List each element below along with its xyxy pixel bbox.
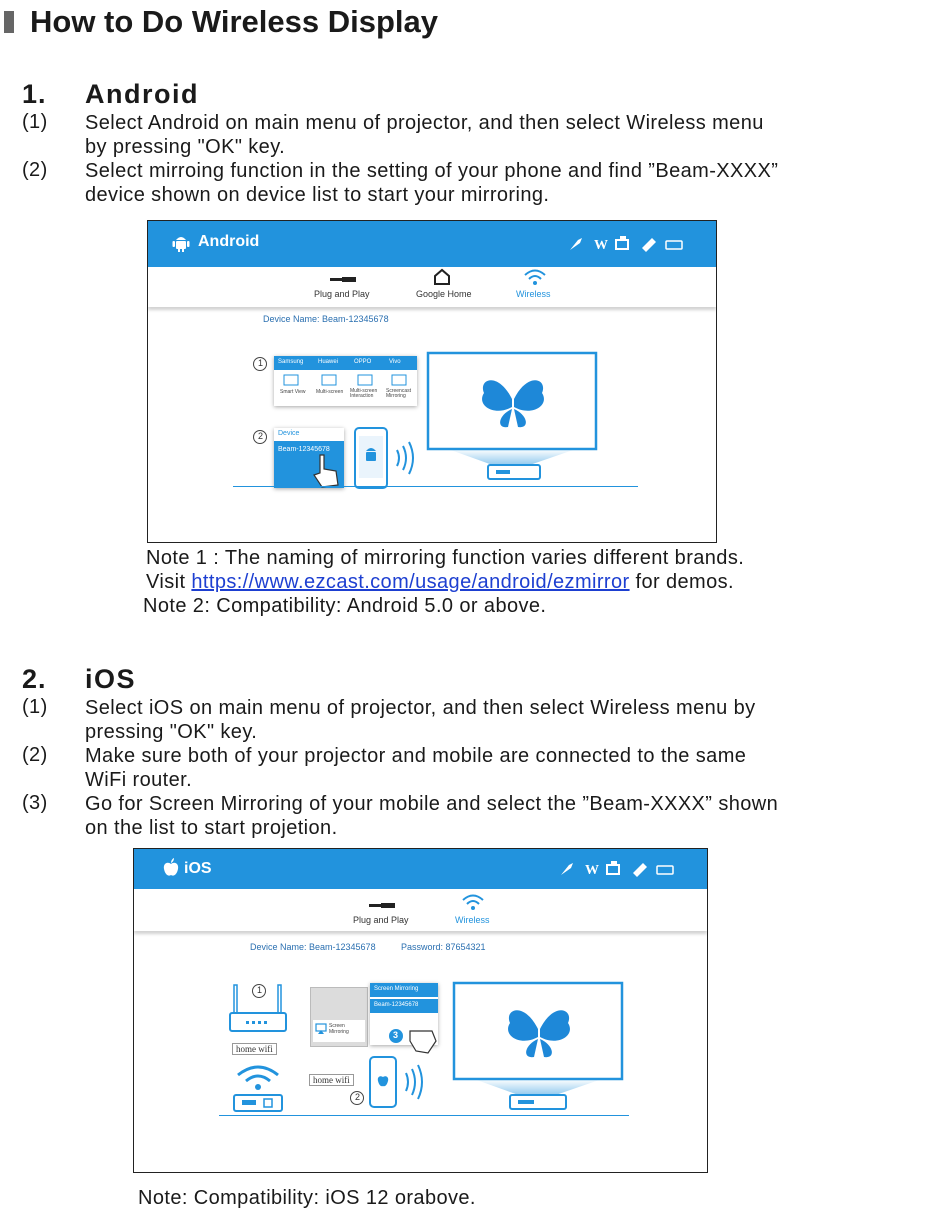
android-device-name: Device Name: Beam-12345678 <box>263 314 389 324</box>
projector-wifi-icon <box>228 1063 288 1115</box>
ios-note: Note: Compatibility: iOS 12 orabove. <box>138 1187 476 1209</box>
ios-step-marker-1-label: 1 <box>257 985 263 995</box>
brand-vivo: Vivo <box>389 359 401 365</box>
ios-step-2-line-1: Make sure both of your projector and mobile are connected to the same <box>85 745 747 767</box>
feature-multi-screen: Multi-screen <box>316 389 344 395</box>
mirroring-list-item: Beam-12345678 <box>374 1002 419 1008</box>
ios-step-1-line-1: Select iOS on main menu of projector, and then select Wireless menu by <box>85 697 756 719</box>
android-step-1-line-2: by pressing "OK" key. <box>85 136 286 158</box>
section-heading-android: Android <box>85 79 199 109</box>
tap-hand-icon <box>308 451 348 491</box>
menu-wireless: Wireless <box>516 289 551 299</box>
ground-line <box>233 486 638 487</box>
status-icons <box>568 234 688 254</box>
ios-step-3-line-1: Go for Screen Mirroring of your mobile and select the ”Beam-XXXX” shown <box>85 793 779 815</box>
ios-menu-wireless: Wireless <box>455 915 490 925</box>
android-note-1-visit <box>146 571 734 594</box>
screen-mirroring-icon <box>315 1023 327 1035</box>
ezcast-android-link[interactable]: https://www.ezcast.com/usage/android/ezmirror <box>191 571 630 593</box>
brand-oppo: OPPO <box>354 359 372 365</box>
android-projection-scene <box>418 351 608 486</box>
android-screen-title: Android <box>198 233 260 250</box>
wireless-icon <box>523 268 547 286</box>
ios-device-name: Device Name: Beam-12345678 <box>250 942 376 952</box>
ios-step-1-line-2: pressing "OK" key. <box>85 721 258 743</box>
android-note-visit-suffix: for demos. <box>629 571 735 593</box>
ios-menu-bar <box>134 889 707 931</box>
screen-mirroring-title: Screen Mirroring <box>374 986 419 992</box>
feature-multi-screen-interaction: Multi-screen Interaction <box>350 388 378 399</box>
android-step-2-line-2: device shown on device list to start your mirroring. <box>85 184 550 206</box>
device-list-item: Beam-12345678 <box>278 446 330 453</box>
ios-screenshot <box>133 848 708 1173</box>
ios-step-marker-2-label: 2 <box>355 1092 361 1102</box>
menu-google-home: Google Home <box>416 289 472 299</box>
android-note-2: Note 2: Compatibility: Android 5.0 or above. <box>143 595 547 617</box>
ios-screen-header <box>134 849 707 889</box>
android-step-1-line-1: Select Android on main menu of projector, and then select Wireless menu <box>85 112 764 134</box>
android-step-1-number: (1) <box>22 111 48 133</box>
title-marker <box>4 11 14 33</box>
ios-step-1-number: (1) <box>22 696 48 718</box>
android-note-visit-prefix: Visit <box>146 571 192 593</box>
ios-screen-title: iOS <box>184 860 212 877</box>
ios-step-3-number: (3) <box>22 792 48 814</box>
ios-plug-and-play-icon <box>367 899 397 911</box>
android-step-2-number: (2) <box>22 159 48 181</box>
phone-wifi-label: home wifi <box>309 1074 354 1086</box>
brand-panel <box>274 356 417 406</box>
android-note-1: Note 1 : The naming of mirroring function varies different brands. <box>146 547 745 569</box>
page-title: How to Do Wireless Display <box>30 4 438 39</box>
cc-screen-mirroring-label: Screen Mirroring <box>329 1023 349 1035</box>
ios-step-2-number: (2) <box>22 744 48 766</box>
router-wifi-label: home wifi <box>232 1043 277 1055</box>
plug-and-play-icon <box>328 273 358 285</box>
svg-text:W: W <box>594 238 608 253</box>
mirror-feature-icons <box>274 373 417 387</box>
android-screen-header <box>148 221 716 267</box>
ios-wireless-icon <box>461 893 485 911</box>
step-marker-2-label: 2 <box>258 431 264 441</box>
section-number-ios: 2. <box>22 664 47 694</box>
android-step-2-line-1: Select mirroing function in the setting of your phone and find ”Beam-XXXX” <box>85 160 779 182</box>
ios-menu-plug-and-play: Plug and Play <box>353 915 409 925</box>
svg-text:W: W <box>585 863 599 878</box>
ios-status-icons <box>559 859 679 879</box>
ios-step-marker-3-label: 3 <box>393 1030 399 1040</box>
brand-samsung: Samsung <box>278 359 304 365</box>
brand-huawei: Huawei <box>318 359 339 365</box>
ios-password: Password: 87654321 <box>401 942 486 952</box>
ios-step-2-line-2: WiFi router. <box>85 769 193 791</box>
section-number-android: 1. <box>22 79 47 109</box>
android-robot-icon <box>172 233 190 253</box>
ios-ground-line <box>219 1115 629 1116</box>
menu-plug-and-play: Plug and Play <box>314 289 370 299</box>
control-center <box>310 987 368 1047</box>
google-home-icon <box>433 268 451 286</box>
feature-smart-view: Smart View <box>280 389 306 395</box>
device-search-label: Device <box>278 430 300 437</box>
ios-projection-scene <box>442 981 632 1116</box>
ios-step-3-line-2: on the list to start projetion. <box>85 817 338 839</box>
apple-icon <box>162 858 180 878</box>
android-screenshot <box>147 220 717 543</box>
ios-tap-hand-icon <box>406 1021 442 1057</box>
section-heading-ios: iOS <box>85 664 137 694</box>
feature-screencast-mirroring: Screencast Mirroring <box>386 388 412 399</box>
step-marker-1-label: 1 <box>258 358 264 368</box>
android-menu-bar <box>148 267 716 307</box>
iphone-icon <box>366 1055 446 1113</box>
